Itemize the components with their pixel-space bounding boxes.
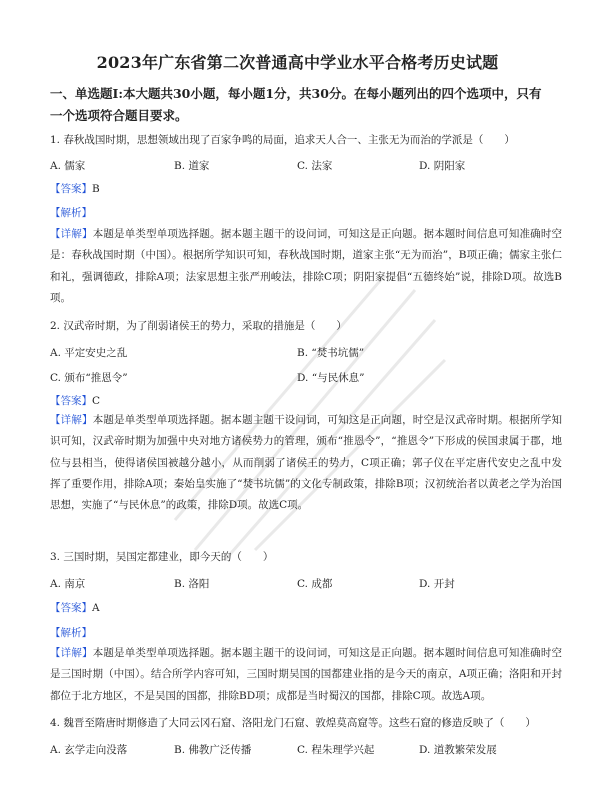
page-title: 2023年广东省第二次普通高中学业水平合格考历史试题 [96,53,499,72]
question-1-option-a: A. 儒家 [50,160,86,172]
answer-tag: 【答案】 [50,183,92,195]
question-1-answer [50,181,100,196]
question-1-option-c: C. 法家 [297,160,333,172]
answer-tag: 【答案】 [50,602,92,614]
question-2-option-a: A. 平定安史之乱 [50,347,128,359]
detail-tag: 【详解】 [50,647,93,659]
question-1-analysis-tag: 【解析】 [50,207,92,219]
detail-text: 本题是单类型单项选择题。据本题主题干的设问词，可知这是正向题。据本题时间信息可知准确时空是：春秋战国时期（中国）。根据所学知识可知，春秋战国时期，道家主张“无为而治”，B项正确；儒家主张仁和礼，强调德政，排除A项；法家思想主张严刑峻法，排除C项；阴阳家提倡“五德终始”说，排除D项。故选B项。 [50,228,563,304]
question-2-answer [50,393,100,408]
question-2-option-b: B. “焚书坑儒” [297,347,365,359]
question-1-stem: 1. 春秋战国时期，思想领域出现了百家争鸣的局面，追求天人合一、主张无为而治的学派是（ ） [50,134,515,146]
answer-tag: 【答案】 [50,395,92,407]
section-heading-line-2: 一个选项符合题目要求。 [50,108,188,123]
question-2-option-d: D. “与民休息” [297,372,365,384]
question-4-option-a: A. 玄学走向没落 [50,744,128,756]
question-3-option-b: B. 洛阳 [174,578,210,590]
answer-value: A [92,602,100,614]
question-3-stem: 3. 三国时期，吴国定都建业，即今天的（ ） [50,551,274,563]
answer-value: B [92,183,100,195]
question-1-detail [50,224,562,309]
question-2-option-c: C. 颁布“推恩令” [50,372,128,384]
question-2-stem: 2. 汉武帝时期，为了削弱诸侯王的势力，采取的措施是（ ） [50,320,347,332]
answer-value: C [92,395,101,407]
detail-text: 本题是单类型单项选择题。据本题主题干设问词，可知这是正向题，时空是汉武帝时期。根据所学知识可知，汉武帝时期为加强中央对地方诸侯势力的管理，颁布“推恩令”，“推恩令”下形成的侯国隶属于郡，地位与县相当，使得诸侯国被越分越小，从而削弱了诸侯王的势力，C项正确；郭子仪在平定唐代安史之乱中发挥了重要作用，排除A项；秦始皇实施了“焚书坑儒”的文化专制政策，排除B项；汉初统治者以黄老之学为治国思想，实施了“与民休息”的政策，排除D项。故选C项。 [50,414,563,512]
question-3-answer [50,600,100,615]
question-1-option-d: D. 阴阳家 [419,160,466,172]
detail-tag: 【详解】 [50,414,93,426]
question-2-detail [50,410,562,516]
question-1-option-b: B. 道家 [174,160,210,172]
question-3-detail [50,643,562,707]
question-3-option-d: D. 开封 [419,578,455,590]
detail-tag: 【详解】 [50,228,93,240]
question-4-option-b: B. 佛教广泛传播 [174,744,252,756]
detail-text: 本题是单类型单项选择题。据本题主题干的设问词，可知这是正向题。据本题时间信息可知准确时空是三国时期（中国）。结合所学内容可知，三国时期吴国的国都建业指的是今天的南京，A项正确；洛阳和开封都位于北方地区，不是吴国的国都，排除BD项；成都是当时蜀汉的国都，排除C项。故选A项。 [50,647,563,702]
question-3-option-a: A. 南京 [50,578,86,590]
question-3-analysis-tag: 【解析】 [50,627,92,639]
question-3-option-c: C. 成都 [297,578,333,590]
question-4-option-d: D. 道教繁荣发展 [419,744,497,756]
question-4-stem: 4. 魏晋至隋唐时期修造了大同云冈石窟、洛阳龙门石窟、敦煌莫高窟等。这些石窟的修造反映了（ ） [50,717,536,729]
section-heading-line-1: 一、单选题Ⅰ:本大题共30小题，每小题1分，共30分。在每小题列出的四个选项中，只有 [50,86,542,101]
question-4-option-c: C. 程朱理学兴起 [297,744,375,756]
